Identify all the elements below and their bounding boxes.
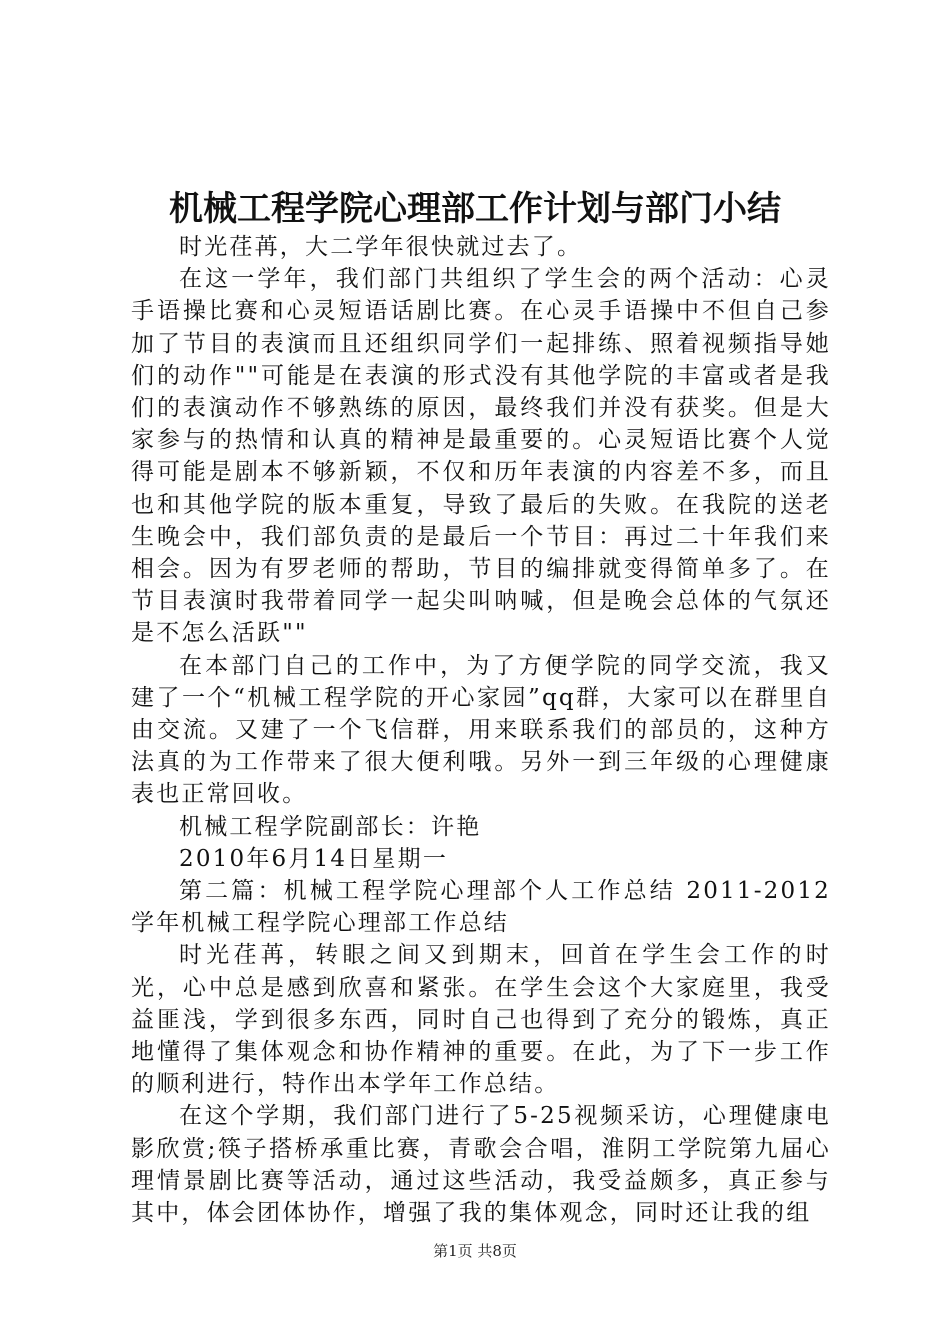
page-number-footer: 第1页 共8页: [433, 1242, 517, 1260]
second-article-heading: 第二篇：机械工程学院心理部个人工作总结 2011-2012学年机械工程学院心理部工作总结: [131, 878, 831, 937]
paragraph-department-work: 在本部门自己的工作中，为了方便学院的同学交流，我又建了一个“机械工程学院的开心家园”qq群，大家可以在群里自由交流。又建了一个飞信群，用来联系我们的部员的，这种方法真的为工作带来了很大便利哦。另外一到三年级的心理健康表也正常回收。: [131, 652, 831, 808]
paragraph-summary-intro: 时光荏苒，转眼之间又到期末，回首在学生会工作的时光，心中总是感到欣喜和紧张。在学生会这个大家庭里，我受益匪浅，学到很多东西，同时自己也得到了充分的锻炼，真正地懂得了集体观念和协作精神的重要。在此，为了下一步工作的顺利进行，特作出本学年工作总结。: [131, 942, 831, 1098]
document-title: 机械工程学院心理部工作计划与部门小结: [169, 189, 781, 229]
signature-line: 机械工程学院副部长：许艳: [179, 813, 482, 840]
paragraph-semester-activities: 在这个学期，我们部门进行了5-25视频采访，心理健康电影欣赏;筷子搭桥承重比赛，青歌会合唱，淮阴工学院第九届心理情景剧比赛等活动，通过这些活动，我受益颇多，真正参与其中，体会团体协作，增强了我的集体观念，同时还让我的组: [131, 1103, 831, 1227]
paragraph-intro: 时光荏苒，大二学年很快就过去了。: [179, 234, 583, 260]
document-body: [131, 231, 831, 1229]
paragraph-activities: 在这一学年，我们部门共组织了学生会的两个活动：心灵手语操比赛和心灵短语话剧比赛。在心灵手语操中不但自己参加了节目的表演而且还组织同学们一起排练、照着视频指导她们的动作""可能是在表演的形式没有其他学院的丰富或者是我们的表演动作不够熟练的原因，最终我们并没有获奖。但是大家参与的热情和认真的精神是最重要的。心灵短语比赛个人觉得可能是剧本不够新颖，不仅和历年表演的内容差不多，而且也和其他学院的版本重复，导致了最后的失败。在我院的送老生晚会中，我们部负责的是最后一个节目：再过二十年我们来相会。因为有罗老师的帮助，节目的编排就变得简单多了。在节目表演时我带着同学一起尖叫呐喊，但是晚会总体的气氛还是不怎么活跃"": [131, 266, 831, 647]
date-line: 2010年6月14日星期一: [179, 845, 449, 872]
